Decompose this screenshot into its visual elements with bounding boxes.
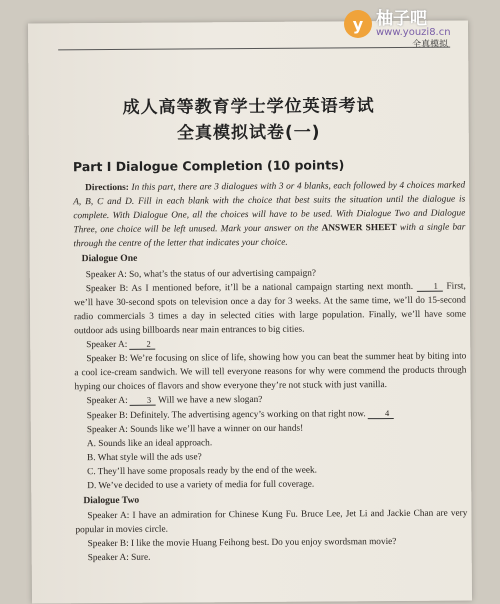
dialogue-line: Speaker B: We’re focusing on slice of life, showing how you can beat the summer heat by biting into a cool ice-cream sandwich. We will tell everyone reasons for why were commend the products through hyping our choices of flavors and show everyone they’re not stuck with just vanilla. [74, 351, 467, 393]
dialogue-line: Speaker B: As I mentioned before, it’ll be a national campaign starting next month. 1 First, we’ll have 30-second spots on television once a day for 3 weeks. At the same time, we’ll do 15-second radio commercials 3 times a day in selected cities with large population. Finally, we’ll have some outdoor ads using billboards near main entrances to big cities. [73, 280, 467, 337]
dialogue-line: Speaker A: 3 Will we have a new slogan? [86, 395, 263, 407]
youzi-logo-icon: y [344, 10, 372, 38]
dialogue-line: Speaker B: Definitely. The advertising agency’s working on that right now. 4 [75, 406, 467, 423]
dialogue-two-heading: Dialogue Two [83, 494, 140, 507]
header-rule [58, 47, 450, 51]
dialogue-line: Speaker A: Sure. [87, 553, 151, 564]
blank-1: 1 [417, 280, 443, 291]
dialogue-line: Speaker A: Sounds like we’ll have a winner on our hands! [86, 423, 304, 435]
dialogue-one-heading: Dialogue One [81, 253, 138, 265]
exam-title: 成人高等教育学士学位英语考试 [122, 96, 375, 118]
part-heading: Part Ⅰ Dialogue Completion (10 points) [72, 157, 345, 175]
directions-text: In this part, there are 3 dialogues with 3 or 4 blanks, each followed by 4 choices marked A, B, C and D. Fill in each blank with the choice that best suits the situation until the dialogue is complete. With Dialogue One, all the choices will have to be used. With Dialogue Two and Dialogue Three, one choice will be left unused. Mark your answer on the [73, 180, 466, 236]
option-a: A. Sounds like an ideal approach. [86, 437, 213, 449]
answer-sheet-label: ANSWER SHEET [321, 223, 397, 234]
exam-content [73, 178, 468, 565]
option-c: C. They’ll have some proposals ready by the end of the week. [87, 465, 318, 478]
directions-tail: with a single bar through the centre of the letter that indicates your choice. [73, 222, 466, 250]
directions-label: Directions: [85, 182, 129, 194]
dialogue-line: Speaker A: So, what’s the status of our advertising campaign? [85, 268, 317, 280]
blank-2: 2 [130, 339, 156, 350]
blank-4: 4 [368, 407, 394, 418]
blank-3: 3 [130, 395, 156, 406]
running-header: 全真模拟 [412, 39, 449, 50]
site-watermark [344, 6, 494, 42]
watermark-url: www.youzi8.cn [376, 26, 451, 38]
dialogue-line: Speaker B: I like the movie Huang Feihong best. Do you enjoy swordsman movie? [87, 537, 397, 550]
exam-subtitle: 全真模拟试卷(一) [176, 122, 321, 144]
option-b: B. What style will the ads use? [86, 452, 202, 463]
exam-page [28, 20, 472, 603]
directions [73, 178, 465, 251]
dialogue-line: Speaker A: 2 [74, 336, 466, 353]
option-d: D. We’ve decided to use a variety of media for full coverage. [87, 479, 315, 492]
watermark-name: 柚子吧 [376, 8, 427, 29]
dialogue-line: Speaker A: I have an admiration for Chinese Kung Fu. Bruce Lee, Jet Li and Jackie Chan are very popular in movies circle. [75, 508, 468, 536]
